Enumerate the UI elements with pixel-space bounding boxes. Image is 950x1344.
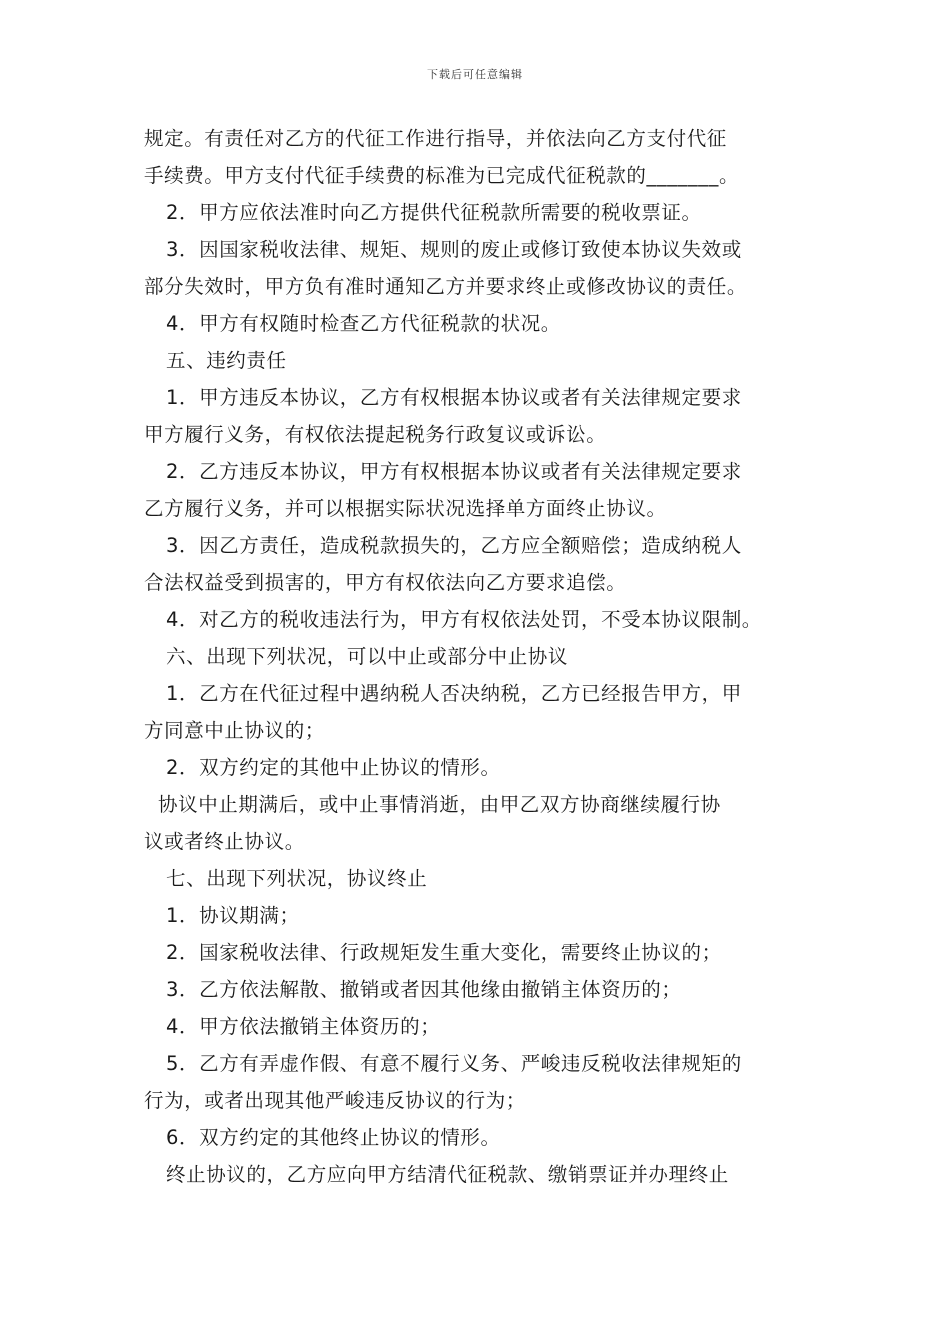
text-line: 规定。有责任对乙方的代征工作进行指导，并依法向乙方支付代征 bbox=[144, 127, 727, 150]
text-line: 甲方履行义务，有权依法提起税务行政复议或诉讼。 bbox=[144, 423, 607, 446]
text-line: 五、违约责任 bbox=[166, 349, 287, 372]
text-line: 2．国家税收法律、行政规矩发生重大变化，需要终止协议的； bbox=[166, 941, 722, 964]
text-line: 1．甲方违反本协议，乙方有权根据本协议或者有关法律规定要求 bbox=[166, 386, 742, 409]
text-line: 方同意中止协议的； bbox=[144, 719, 325, 742]
page-header: 下载后可任意编辑 bbox=[427, 68, 523, 81]
text-line: 部分失效时，甲方负有准时通知乙方并要求终止或修改协议的责任。 bbox=[144, 275, 748, 298]
text-line: 合法权益受到损害的，甲方有权依法向乙方要求追偿。 bbox=[144, 571, 627, 594]
text-line: 六、出现下列状况，可以中止或部分中止协议 bbox=[166, 645, 569, 668]
document-body bbox=[144, 120, 814, 1193]
text-line: 1．乙方在代征过程中遇纳税人否决纳税，乙方已经报告甲方，甲 bbox=[166, 682, 742, 705]
text-line: 4．甲方有权随时检查乙方代征税款的状况。 bbox=[166, 312, 561, 335]
text-line: 2．甲方应依法准时向乙方提供代征税款所需要的税收票证。 bbox=[166, 201, 702, 224]
text-line: 4．对乙方的税收违法行为，甲方有权依法处罚，不受本协议限制。 bbox=[166, 608, 762, 631]
text-line: 行为，或者出现其他严峻违反协议的行为； bbox=[144, 1089, 526, 1112]
text-line: 3．因国家税收法律、规矩、规则的废止或修订致使本协议失效或 bbox=[166, 238, 742, 261]
text-line: 4．甲方依法撤销主体资历的； bbox=[166, 1015, 441, 1038]
text-line: 2．双方约定的其他中止协议的情形。 bbox=[166, 756, 501, 779]
text-line: 2．乙方违反本协议，甲方有权根据本协议或者有关法律规定要求 bbox=[166, 460, 742, 483]
text-line: 终止协议的，乙方应向甲方结清代征税款、缴销票证并办理终止 bbox=[166, 1163, 729, 1186]
text-line: 3．因乙方责任，造成税款损失的，乙方应全额赔偿；造成纳税人 bbox=[166, 534, 742, 557]
text-line: 1．协议期满； bbox=[166, 904, 300, 927]
text-line: 3．乙方依法解散、撤销或者因其他缘由撤销主体资历的； bbox=[166, 978, 682, 1001]
text-line: 6．双方约定的其他终止协议的情形。 bbox=[166, 1126, 501, 1149]
text-line: 5．乙方有弄虚作假、有意不履行义务、严峻违反税收法律规矩的 bbox=[166, 1052, 742, 1075]
text-line: 协议中止期满后，或中止事情消逝，由甲乙双方协商继续履行协 bbox=[158, 793, 721, 816]
text-line: 手续费。甲方支付代征手续费的标准为已完成代征税款的_______。 bbox=[144, 164, 740, 187]
text-line: 七、出现下列状况，协议终止 bbox=[166, 867, 428, 890]
text-line: 乙方履行义务，并可以根据实际状况选择单方面终止协议。 bbox=[144, 497, 667, 520]
text-line: 议或者终止协议。 bbox=[144, 830, 305, 853]
